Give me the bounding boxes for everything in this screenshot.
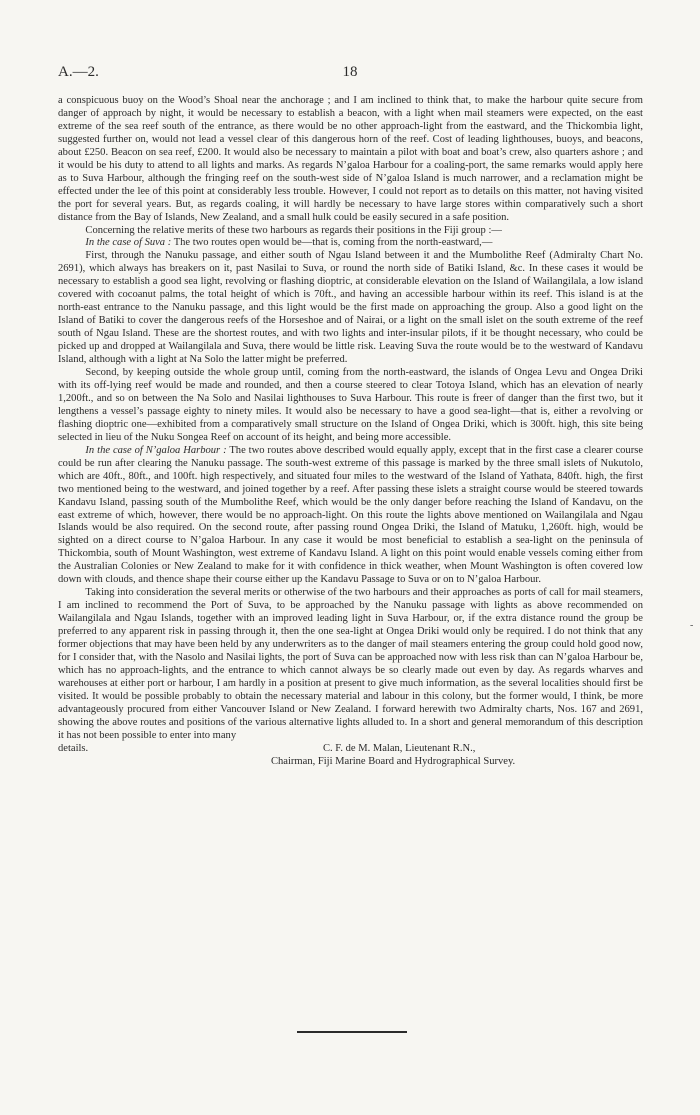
- suva-case-text: The two routes open would be—that is, coming from the north-eastward,—: [173, 237, 493, 249]
- suva-case-heading: In the case of Suva :: [85, 237, 172, 249]
- page-header: [58, 64, 642, 84]
- paragraph-suva-case: [58, 237, 643, 250]
- paragraph-recommendation: Taking into consideration the several merits or otherwise of the two harbours and their approaches as ports of call for mail steamers, I am inclined to recommend the Port of Suva, to be approached by the Nanuku passage with lights as above recommended on Wailangilala and Ngau Islands, together with an improved leading light in Suva Harbour, or, if the extra distance round the group be preferred to any apparent risk in passing through it, then the one sea-light at Ongea Driki would only be required. I do not think that any former objections that may have been held by any underwriters as to the danger of mail steamers entering the group could hold good now, for I consider that, with the Nasolo and Nasilai lights, the port of Suva can be approached now with less risk than can N’galoa Harbour be, which has no approach-lights, and the entrance to which cannot always be so clearly made out even by day. As regards wharves and warehouses at either port or harbour, I am hardly in a position at present to give much information, as the several localities should first be visited. It would be possible probably to obtain the necessary material and labour in this colony, but the former would, I think, be more advantageously procured from either Vancouver Island or New Zealand. I forward herewith two Admiralty charts, Nos. 167 and 2691, showing the above routes and positions of the various alternative lights alluded to. In a short and general memorandum of this description it has not been possible to enter into many: [58, 587, 643, 741]
- margin-mark: -: [690, 620, 694, 631]
- body-text: [58, 95, 643, 769]
- paragraph-ngaloa-case: [58, 445, 643, 587]
- ngaloa-case-text: The two routes above described would equally apply, except that in the first case a clearer course could be run after clearing the Nanuku passage. The south-west extreme of this passage is marked by the three small islets of Nukutolo, which are 40ft., 80ft., and 100ft. high respectively, and situated four miles to the westward of the Island of Yathata, 840ft. high, the first two mentioned being to the westward, and joined together by a reef. After passing these islets a straight course would be steered towards Kandavu Island, passing south of the Mumbolithe Reef, which would be the only danger before reaching the Island of Kandavu, on the east extreme of which, however, there would be no approach-light. On this route the lights above mentioned on Wailangilala and Ngau Islands would be also required. On the second route, after passing round Ongea Driki, the Island of Matuku, 1,260ft. high, would be sighted on a direct course to N’galoa Harbour. In any case it would be most beneficial to establish a sea-light on the peninsula of Thickombia, south of Mount Washington, west extreme of Kandavu Island. A light on this point would enable vessels coming either from the Australian Colonies or New Zealand to make for it with confidence in thick weather, when Mount Washington is often covered low down with clouds, and thence shape their course either up the Kandavu Passage to Suva or on to N’galoa Harbour.: [58, 444, 644, 586]
- ngaloa-case-heading: In the case of N’galoa Harbour :: [85, 444, 227, 456]
- paragraph-second-route: Second, by keeping outside the whole group until, coming from the north-eastward, the islands of Ongea Levu and Ongea Driki with its off-lying reef would be made and rounded, and then a course steered to clear Totoya Island, which has an elevation of nearly 1,200ft., and so on between the Na Solo and Nasilai lighthouses to Suva Harbour. This route is freer of danger than the first two, but it lengthens a vessel’s passage eighty to ninety miles. It would also be necessary to have a good sea-light—that is, either a revolving or flashing dioptric one—exhibited from a comparatively small structure on the Island of Ongea Driki, which is 300ft. high, this site being selected in lieu of the Nuku Songea Reef on account of its height, and being more accessible.: [58, 367, 643, 443]
- page-number: 18: [342, 64, 358, 80]
- paragraph-continuation: a conspicuous buoy on the Wood’s Shoal near the anchorage ; and I am inclined to think that, to make the harbour quite secure from danger of approach by night, it would be necessary to establish a beacon, with a light when mail steamers were expected, on the east extreme of the sea reef south of the entrance, as there would be no other approach-light from the eastward, and the Thickombia light, suggested further on, would not lead a vessel clear of this dangerous horn of the reef. Cost of leading lighthouses, buoys, and beacons, about £250. Beacon on sea reef, £200. It would also be necessary to maintain a pilot with boat and boat’s crew, also quarters ashore ; and it would be his duty to attend to all lights and marks. As regards N’galoa Harbour for a coaling-port, the same remarks would apply here as to Suva Harbour, although the fringing reef on the south-west side of N’galoa Island is much narrower, and a reclamation might be effected under the lee of this point at considerably less trouble. However, I could not report as to details on this matter, not having visited the port for several years. But, as regards coaling, it will hardly be necessary to have large stores within comparatively such a short distance from the Bay of Islands, New Zealand, and a small hulk could be easily secured in a safe position.: [58, 95, 643, 223]
- closing-rule: [297, 1031, 407, 1033]
- signatory-title: Chairman, Fiji Marine Board and Hydrographical Survey.: [271, 755, 516, 767]
- paragraph-relative-merits: Concerning the relative merits of these two harbours as regards their positions in the Fiji group :—: [85, 224, 502, 236]
- signatory-name: C. F. de M. Malan, Lieutenant R.N.,: [323, 742, 476, 754]
- document-code: A.—2.: [58, 64, 99, 80]
- signature-block: [58, 743, 643, 769]
- closing-word: details.: [58, 742, 89, 754]
- paragraph-first-route: First, through the Nanuku passage, and either south of Ngau Island between it and the Mumbolithe Reef (Admiralty Chart No. 2691), which always has breakers on it, past Nasilai to Suva, or round the north side of Batiki Island, &c. In these cases it would be necessary to establish a good sea light, revolving or flashing dioptric, at considerable elevation on the Island of Wailangilala, a low island covered with cocoanut palms, the total height of which is 70ft., and having an accessible harbour within its reef. This island is at the north-east entrance to the Nanuku passage, and this light would be the first made on approaching the group. Also a good light on the Island of Batiki to cover the dangerous reefs of the Horseshoe and of Nairai, or a light on the small islet on the south extreme of the reef south of Ngau Island. These are the shortest routes, and with two lights and inter-insular pilots, if it be thought necessary, who could be picked up and dropped at Wailangilala and Suva, there would be little risk. Leaving Suva the route would be to the westward of Kandavu Island, although with a light at Na Solo the latter might be preferred.: [58, 250, 643, 366]
